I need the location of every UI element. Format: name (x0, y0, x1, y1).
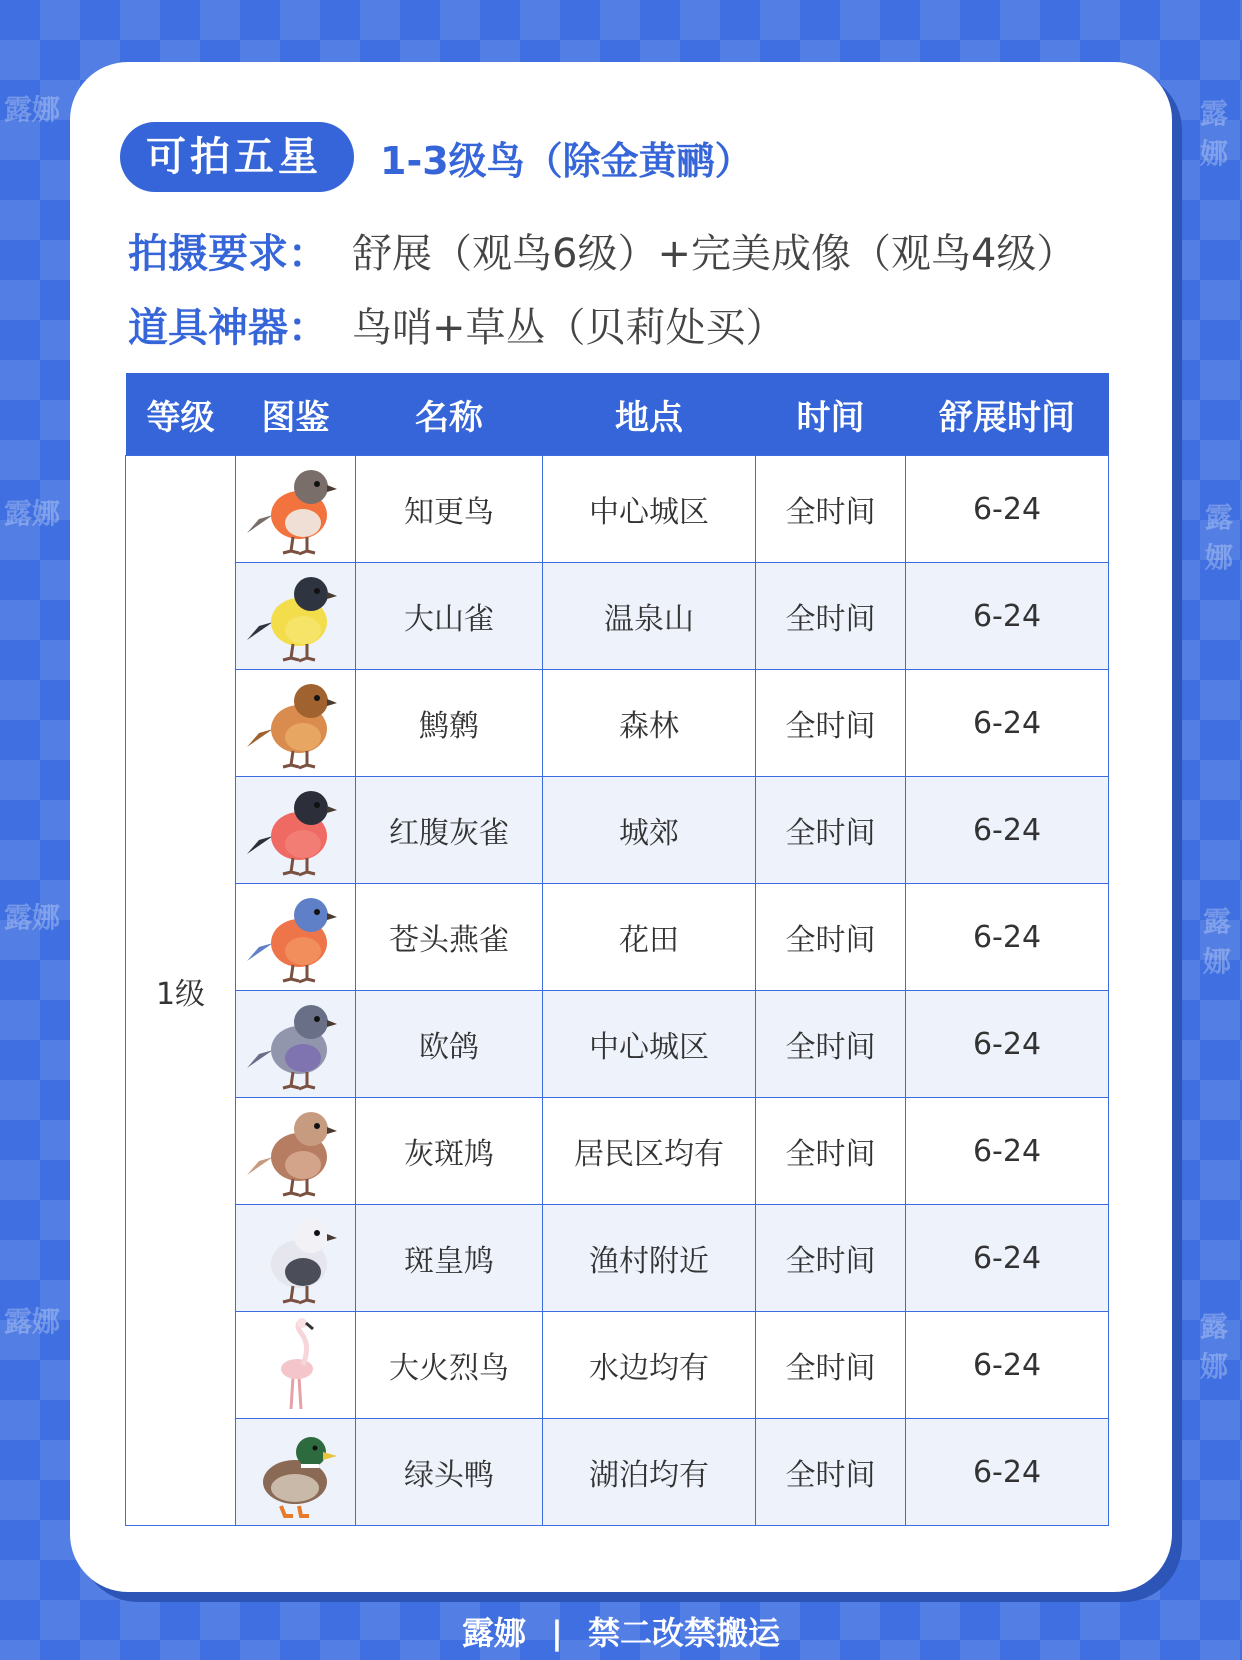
bird-time: 全时间 (756, 1098, 906, 1205)
bird-place: 居民区均有 (543, 1098, 756, 1205)
bird-icon-cell (236, 1312, 356, 1419)
bird-stretch-time: 6-24 (906, 884, 1109, 991)
pied-imperial-pigeon-icon (237, 1208, 355, 1308)
table-row (126, 1419, 1109, 1526)
footer-notice: 禁二改禁搬运 (587, 1614, 780, 1652)
footer-author: 露娜 (462, 1614, 527, 1652)
table-row (126, 777, 1109, 884)
bird-place: 温泉山 (543, 563, 756, 670)
footer (0, 1608, 1242, 1654)
bird-icon-cell (236, 777, 356, 884)
bird-stretch-time: 6-24 (906, 670, 1109, 777)
bird-time: 全时间 (756, 1312, 906, 1419)
col-header-name: 名称 (356, 373, 543, 456)
bird-icon-cell (236, 991, 356, 1098)
mallard-icon (237, 1422, 355, 1522)
great-tit-icon (237, 566, 355, 666)
bird-stretch-time: 6-24 (906, 563, 1109, 670)
bird-icon-cell (236, 563, 356, 670)
bird-name: 绿头鸭 (356, 1419, 543, 1526)
table-row (126, 670, 1109, 777)
bird-icon-cell (236, 670, 356, 777)
watermark: 露娜 (1200, 97, 1229, 170)
requirement-shooting (128, 222, 1076, 279)
table-header-row (126, 373, 1109, 456)
flamingo-icon (237, 1315, 355, 1415)
col-header-time: 时间 (756, 373, 906, 456)
watermark: 露娜 (1203, 905, 1232, 978)
bird-table (125, 373, 1109, 1526)
bird-time: 全时间 (756, 456, 906, 563)
bird-name: 欧鸽 (356, 991, 543, 1098)
bird-place: 城郊 (543, 777, 756, 884)
bird-place: 中心城区 (543, 991, 756, 1098)
col-header-place: 地点 (543, 373, 756, 456)
watermark: 露娜 (1205, 501, 1234, 574)
table-row (126, 1312, 1109, 1419)
bird-icon-cell (236, 1205, 356, 1312)
bird-place: 湖泊均有 (543, 1419, 756, 1526)
pigeon-icon (237, 994, 355, 1094)
bird-place: 中心城区 (543, 456, 756, 563)
requirement-value: 鸟哨+草丛（贝莉处买） (352, 305, 786, 351)
table-row (126, 884, 1109, 991)
five-star-badge: 可拍五星 (120, 122, 354, 192)
bird-stretch-time: 6-24 (906, 1098, 1109, 1205)
bird-name: 知更鸟 (356, 456, 543, 563)
bird-icon-cell (236, 884, 356, 991)
col-header-icon: 图鉴 (236, 373, 356, 456)
requirement-label: 道具神器： (128, 305, 328, 351)
watermark: 露娜 (1200, 1310, 1229, 1383)
bird-name: 苍头燕雀 (356, 884, 543, 991)
level-cell: 1级 (126, 456, 236, 1526)
bird-stretch-time: 6-24 (906, 1419, 1109, 1526)
bird-name: 红腹灰雀 (356, 777, 543, 884)
bird-name: 鹪鹩 (356, 670, 543, 777)
bird-place: 花田 (543, 884, 756, 991)
bird-time: 全时间 (756, 1205, 906, 1312)
bird-icon-cell (236, 1419, 356, 1526)
col-header-stretch-time: 舒展时间 (906, 373, 1109, 456)
chaffinch-icon (237, 887, 355, 987)
bird-place: 森林 (543, 670, 756, 777)
requirement-items (128, 296, 786, 353)
bullfinch-icon (237, 780, 355, 880)
bird-time: 全时间 (756, 563, 906, 670)
watermark: 露娜 (4, 497, 61, 530)
bird-name: 斑皇鸠 (356, 1205, 543, 1312)
bird-time: 全时间 (756, 991, 906, 1098)
table-row (126, 1098, 1109, 1205)
bird-stretch-time: 6-24 (906, 1205, 1109, 1312)
bird-stretch-time: 6-24 (906, 456, 1109, 563)
bird-name: 大火烈鸟 (356, 1312, 543, 1419)
table-row (126, 991, 1109, 1098)
table-row (126, 1205, 1109, 1312)
bird-icon-cell (236, 1098, 356, 1205)
watermark: 露娜 (4, 901, 61, 934)
col-header-level: 等级 (126, 373, 236, 456)
watermark: 露娜 (4, 93, 61, 126)
bird-time: 全时间 (756, 1419, 906, 1526)
header (120, 122, 753, 192)
bird-time: 全时间 (756, 670, 906, 777)
header-subtitle: 1-3级鸟（除金黄鹂） (380, 138, 753, 183)
bird-stretch-time: 6-24 (906, 991, 1109, 1098)
footer-separator: | (551, 1614, 563, 1652)
bird-name: 大山雀 (356, 563, 543, 670)
watermark: 露娜 (4, 1305, 61, 1338)
bird-place: 水边均有 (543, 1312, 756, 1419)
guide-card (70, 62, 1172, 1592)
bird-place: 渔村附近 (543, 1205, 756, 1312)
bird-time: 全时间 (756, 777, 906, 884)
robin-icon (237, 459, 355, 559)
requirement-label: 拍摄要求： (128, 231, 328, 277)
bird-stretch-time: 6-24 (906, 1312, 1109, 1419)
bird-name: 灰斑鸠 (356, 1098, 543, 1205)
requirement-value: 舒展（观鸟6级）+完美成像（观鸟4级） (352, 231, 1077, 277)
bird-stretch-time: 6-24 (906, 777, 1109, 884)
table-row (126, 563, 1109, 670)
table-row (126, 456, 1109, 563)
wren-icon (237, 673, 355, 773)
bird-time: 全时间 (756, 884, 906, 991)
collared-dove-icon (237, 1101, 355, 1201)
bird-icon-cell (236, 456, 356, 563)
